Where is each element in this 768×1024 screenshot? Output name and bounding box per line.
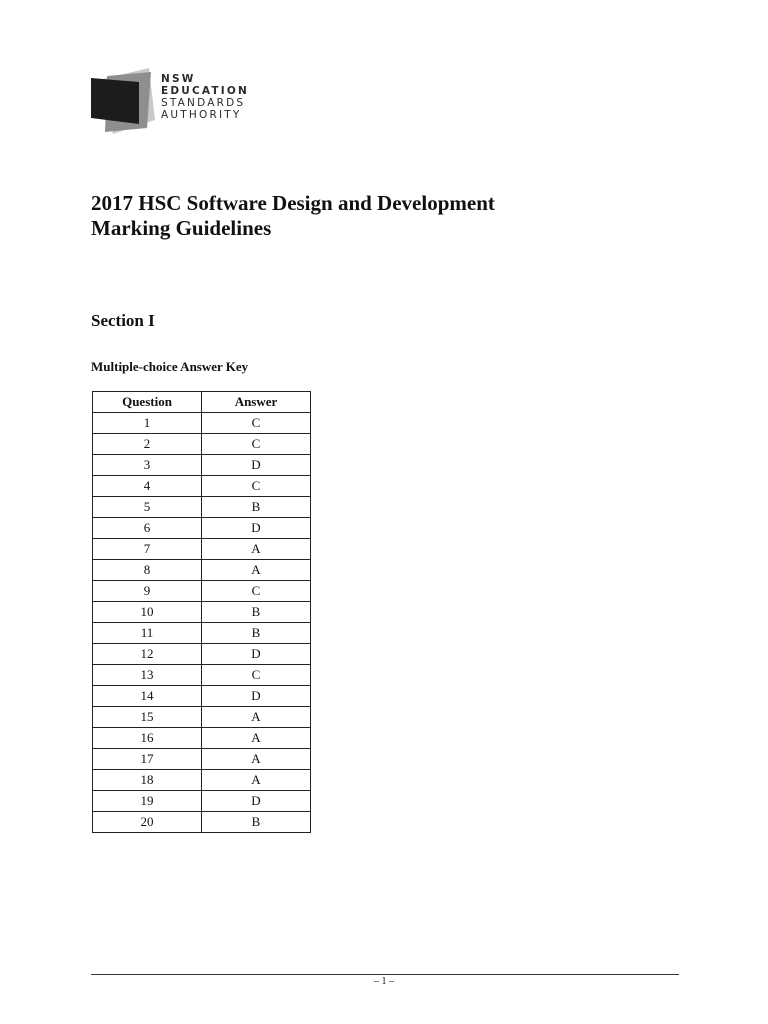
title-line-2: Marking Guidelines	[91, 216, 272, 240]
table-row	[93, 476, 311, 497]
table-row	[93, 560, 311, 581]
answer-cell: D	[202, 518, 311, 539]
question-number-cell: 11	[93, 623, 202, 644]
nsw-education-standards-authority-logo-icon	[91, 68, 155, 138]
table-row	[93, 812, 311, 833]
table-row	[93, 707, 311, 728]
logo-line-standards: STANDARDS	[161, 97, 246, 109]
answer-key-heading: Multiple-choice Answer Key	[91, 359, 249, 374]
question-number-cell: 4	[93, 476, 202, 497]
answer-cell: D	[202, 644, 311, 665]
logo-line-authority: AUTHORITY	[161, 109, 242, 121]
answer-cell: C	[202, 665, 311, 686]
question-number-cell: 20	[93, 812, 202, 833]
answer-cell: D	[202, 791, 311, 812]
logo	[91, 68, 261, 138]
table-row	[93, 497, 311, 518]
answer-cell: B	[202, 812, 311, 833]
question-number-cell: 10	[93, 602, 202, 623]
answer-cell: B	[202, 497, 311, 518]
question-number-cell: 17	[93, 749, 202, 770]
logo-line-education: EDUCATION	[161, 85, 250, 97]
table-row	[93, 791, 311, 812]
question-number-cell: 19	[93, 791, 202, 812]
answer-cell: C	[202, 413, 311, 434]
question-number-cell: 8	[93, 560, 202, 581]
logo-wordmark	[161, 73, 249, 121]
question-number-cell: 6	[93, 518, 202, 539]
question-number-cell: 16	[93, 728, 202, 749]
answer-key-body	[93, 413, 311, 833]
answer-key-header-row	[93, 392, 311, 413]
question-number-cell: 5	[93, 497, 202, 518]
table-row	[93, 644, 311, 665]
answer-cell: C	[202, 476, 311, 497]
answer-cell: A	[202, 539, 311, 560]
answer-cell: A	[202, 749, 311, 770]
question-number-cell: 1	[93, 413, 202, 434]
document-title	[91, 191, 495, 241]
answer-cell: A	[202, 770, 311, 791]
question-number-cell: 18	[93, 770, 202, 791]
table-row	[93, 749, 311, 770]
column-header-answer: Answer	[202, 392, 311, 413]
question-number-cell: 3	[93, 455, 202, 476]
question-number-cell: 7	[93, 539, 202, 560]
footer-divider	[91, 974, 679, 975]
answer-cell: C	[202, 434, 311, 455]
table-row	[93, 581, 311, 602]
table-row	[93, 434, 311, 455]
question-number-cell: 2	[93, 434, 202, 455]
logo-line-nsw: NSW	[161, 73, 196, 85]
table-row	[93, 455, 311, 476]
table-row	[93, 665, 311, 686]
section-heading: Section I	[91, 311, 155, 330]
answer-cell: B	[202, 602, 311, 623]
question-number-cell: 14	[93, 686, 202, 707]
table-row	[93, 518, 311, 539]
answer-cell: C	[202, 581, 311, 602]
table-row	[93, 413, 311, 434]
table-row	[93, 539, 311, 560]
answer-cell: B	[202, 623, 311, 644]
title-line-1: 2017 HSC Software Design and Development	[91, 191, 495, 215]
answer-cell: D	[202, 686, 311, 707]
question-number-cell: 15	[93, 707, 202, 728]
table-row	[93, 623, 311, 644]
answer-cell: A	[202, 560, 311, 581]
answer-cell: A	[202, 707, 311, 728]
question-number-cell: 9	[93, 581, 202, 602]
answer-cell: D	[202, 455, 311, 476]
answer-cell: A	[202, 728, 311, 749]
question-number-cell: 12	[93, 644, 202, 665]
question-number-cell: 13	[93, 665, 202, 686]
table-row	[93, 602, 311, 623]
column-header-question: Question	[93, 392, 202, 413]
page-number: – 1 –	[374, 976, 394, 987]
table-row	[93, 686, 311, 707]
table-row	[93, 770, 311, 791]
answer-key-table	[92, 391, 311, 833]
table-row	[93, 728, 311, 749]
